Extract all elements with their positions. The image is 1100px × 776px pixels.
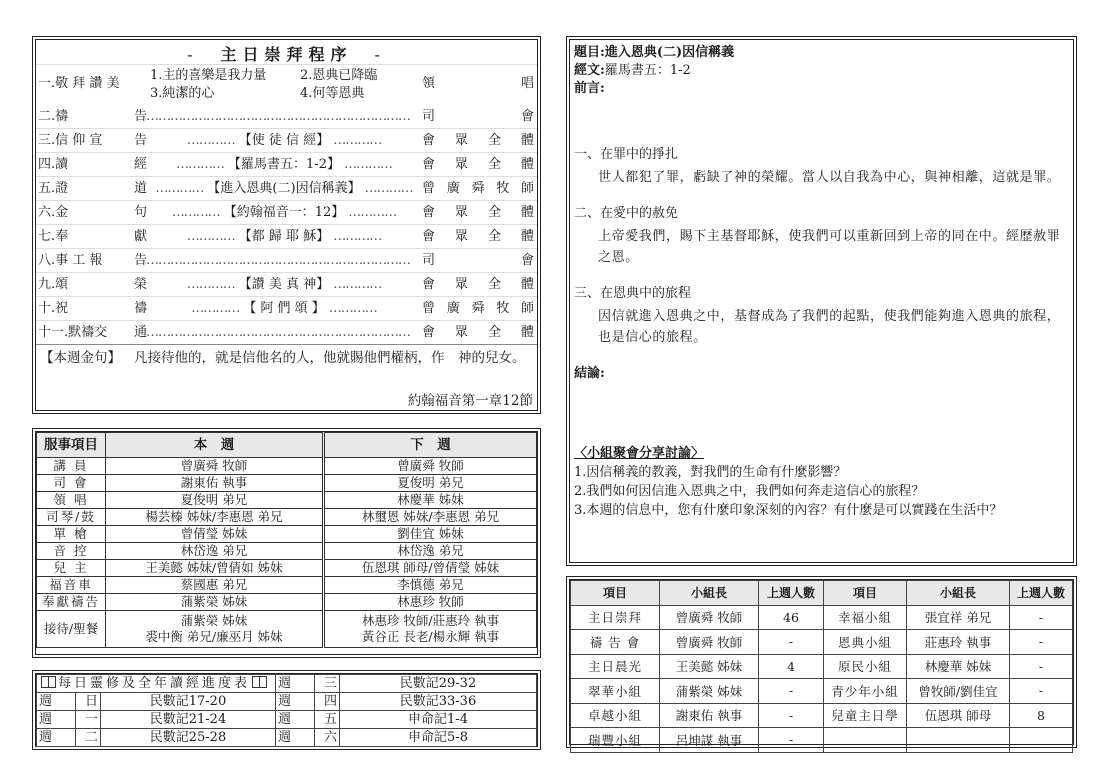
order-item-name xyxy=(38,129,148,152)
service-item: 領 唱 xyxy=(37,492,106,509)
order-item-name-start: 十一.默禱交 xyxy=(38,325,108,340)
week-label: 週 xyxy=(276,711,315,729)
weekly-verse-reference: 約翰福音第一章12節 xyxy=(407,393,533,409)
leader-dots: ………… xyxy=(155,181,204,196)
leader-dots: ………………………………………………………… xyxy=(146,253,410,268)
sermon-scripture xyxy=(574,62,1069,80)
day-label: 日 xyxy=(76,693,101,711)
service-item: 福音車 xyxy=(37,577,106,594)
group-name: 青少年小組 xyxy=(824,679,907,704)
group-attendance: - xyxy=(759,703,824,728)
order-item-leader xyxy=(422,249,534,272)
order-item-content xyxy=(146,225,422,248)
this-week-servant: 林岱逸 弟兄 xyxy=(106,543,324,560)
service-row xyxy=(37,458,537,475)
group-attendance: - xyxy=(1010,679,1073,704)
group-name: 卓越小組 xyxy=(571,703,660,728)
sermon-section-body: 世人都犯了罪，虧缺了神的榮耀。當人以自我為中心，與神相離，這就是罪。 xyxy=(598,170,1061,185)
group-row xyxy=(571,630,1073,655)
order-item-praise xyxy=(36,64,537,105)
order-item xyxy=(36,296,537,320)
group-name xyxy=(824,728,907,753)
groups-header xyxy=(571,581,1073,606)
sermon-scripture-label: 經文: xyxy=(574,63,605,78)
order-item-leader xyxy=(422,273,534,296)
worship-order-title-text: 主日崇拜程序 xyxy=(220,45,353,64)
sermon-section xyxy=(574,285,1069,348)
order-item-name xyxy=(38,153,148,176)
order-item-leader xyxy=(422,297,534,320)
leader-dots: ………… xyxy=(176,157,225,172)
order-item-name-start: 二.禱 xyxy=(38,109,69,124)
service-row xyxy=(37,526,537,543)
order-item-content xyxy=(146,129,422,152)
leader-char: 會 xyxy=(422,157,436,172)
order-item-content xyxy=(146,273,422,296)
group-attendance: 46 xyxy=(759,605,824,630)
next-week-servant: 林慶華 姊妹 xyxy=(324,492,537,509)
leader-dots: ………… xyxy=(364,181,413,196)
group-attendance: - xyxy=(1010,654,1073,679)
sermon-section xyxy=(574,205,1069,268)
sermon-scripture-text: 羅馬書五：1-2 xyxy=(604,63,691,78)
header-service-item: 服事項目 xyxy=(37,433,106,458)
leader-char: 全 xyxy=(487,133,501,148)
leader-dots: ………… xyxy=(348,205,397,220)
header-attendance: 上週人數 xyxy=(1010,581,1073,606)
service-roster-table xyxy=(36,432,537,648)
order-item-detail: 【讚 美 真 神】 xyxy=(238,277,330,292)
week-label: 週 xyxy=(276,693,315,711)
header-this-week: 本 週 xyxy=(106,433,324,458)
group-attendance xyxy=(1010,728,1073,753)
order-item-name-end: 經 xyxy=(134,157,148,172)
header-leader: 小組長 xyxy=(907,581,1010,606)
reading-passage: 民數記25-28 xyxy=(101,729,276,747)
this-week-servant: 曾廣舜 牧師 xyxy=(106,458,324,475)
service-roster-header xyxy=(37,433,537,458)
order-item-name-start: 三.信 仰 宣 xyxy=(38,133,103,148)
group-name: 瑞豐小組 xyxy=(571,728,660,753)
leader-char: 會 xyxy=(520,109,534,124)
day-label: 二 xyxy=(76,729,101,747)
day-label: 三 xyxy=(315,675,340,693)
order-item-name xyxy=(38,201,148,224)
order-item-name xyxy=(38,225,148,248)
leader-char: 眾 xyxy=(454,157,468,172)
sermon-section-heading: 三、在恩典中的旅程 xyxy=(574,286,692,301)
hymn: 4.何等恩典 xyxy=(300,86,365,101)
week-label: 週 xyxy=(276,675,315,693)
leader-char: 曾 xyxy=(422,181,436,196)
leader-char: 曾 xyxy=(422,301,436,316)
discussion-question: 3.本週的信息中，您有什麼印象深刻的內容？有什麼是可以實踐在生活中？ xyxy=(574,503,1003,518)
order-item-name xyxy=(38,105,148,128)
service-row xyxy=(37,509,537,526)
service-roster-panel xyxy=(32,428,541,658)
leader-char: 全 xyxy=(487,157,501,172)
leader-dots: ………… xyxy=(186,229,235,244)
order-item-detail: 【使 徒 信 經】 xyxy=(238,133,330,148)
leader-char: 司 xyxy=(422,253,436,268)
order-item-content xyxy=(146,297,422,320)
group-name: 兒童主日學 xyxy=(824,703,907,728)
group-leader: 張宜祥 弟兄 xyxy=(907,605,1010,630)
groups-panel xyxy=(566,576,1077,748)
leader-char: 舜 xyxy=(471,301,485,316)
leader-char: 司 xyxy=(422,109,436,124)
group-row xyxy=(571,679,1073,704)
reading-passage: 申命記1-4 xyxy=(340,711,537,729)
group-attendance: - xyxy=(759,728,824,753)
this-week-servant: 謝東佑 執事 xyxy=(106,475,324,492)
group-leader: 王美懿 姊妹 xyxy=(660,654,759,679)
order-item-name xyxy=(38,297,148,320)
service-row xyxy=(37,560,537,577)
service-item: 奉獻禱告 xyxy=(37,594,106,611)
leader-char: 全 xyxy=(487,325,501,340)
group-name: 幸福小組 xyxy=(824,605,907,630)
group-name: 主日崇拜 xyxy=(571,605,660,630)
sermon-section xyxy=(574,146,1069,188)
group-row xyxy=(571,605,1073,630)
week-label: 週 xyxy=(276,729,315,747)
servant-line: 林惠珍 牧師/莊惠玲 執事 xyxy=(361,613,500,628)
leader-dots: ………… xyxy=(328,301,377,316)
discussion-title: 〈小組聚會分享討論〉 xyxy=(574,446,705,461)
reading-row xyxy=(37,711,537,729)
group-row xyxy=(571,654,1073,679)
this-week-servant: 楊芸榛 姊妹/李惠恩 弟兄 xyxy=(106,509,324,526)
reading-passage: 民數記17-20 xyxy=(101,693,276,711)
order-item-leader xyxy=(422,105,534,128)
reading-passage: 民數記33-36 xyxy=(340,693,537,711)
group-attendance: - xyxy=(1010,605,1073,630)
sermon-topic-label: 題目: xyxy=(574,45,605,60)
leader-char: 會 xyxy=(422,133,436,148)
order-item-name-start: 五.證 xyxy=(38,181,69,196)
discussion-question: 1.因信稱義的教義，對我們的生命有什麼影響？ xyxy=(574,465,847,480)
order-item xyxy=(36,200,537,224)
reading-passage: 民數記21-24 xyxy=(101,711,276,729)
leader-char: 唱 xyxy=(520,76,534,91)
reading-passage: 申命記5-8 xyxy=(340,729,537,747)
group-leader xyxy=(907,728,1010,753)
week-label: 週 xyxy=(37,693,76,711)
order-item-leader xyxy=(422,321,534,344)
leader-dots: ………… xyxy=(333,229,382,244)
order-item-name-start: 八.事 工 報 xyxy=(38,253,103,268)
service-row xyxy=(37,492,537,509)
servant-line: 蒲紫榮 姊妹 xyxy=(180,613,248,628)
leader-char: 體 xyxy=(520,325,534,340)
group-row xyxy=(571,703,1073,728)
this-week-servant: 蔡國惠 弟兄 xyxy=(106,577,324,594)
order-item-name-end: 道 xyxy=(134,181,148,196)
sermon-topic-text: 進入恩典(二)因信稱義 xyxy=(604,45,735,60)
group-row xyxy=(571,728,1073,753)
group-leader: 曾廣舜 牧師 xyxy=(660,605,759,630)
order-item-name: 一.敬 拜 讚 美 xyxy=(38,76,120,91)
service-item: 音 控 xyxy=(37,543,106,560)
order-item-name-end: 告 xyxy=(134,133,148,148)
header-attendance: 上週人數 xyxy=(759,581,824,606)
service-item: 兒 主 xyxy=(37,560,106,577)
order-item xyxy=(36,105,537,128)
next-week-servant: 林惠珍 牧師 xyxy=(324,594,537,611)
order-item xyxy=(36,272,537,296)
order-item-name-end: 獻 xyxy=(134,229,148,244)
next-week-servant: 李慎德 弟兄 xyxy=(324,577,537,594)
order-item-name-start: 四.讀 xyxy=(38,157,69,172)
day-label: 一 xyxy=(76,711,101,729)
book-icon xyxy=(252,676,267,688)
group-name: 原民小組 xyxy=(824,654,907,679)
order-item-detail: 【進入恩典(二)因信稱義】 xyxy=(207,181,361,196)
leader-char: 牧 xyxy=(496,181,510,196)
group-attendance: 4 xyxy=(759,654,824,679)
day-label: 四 xyxy=(315,693,340,711)
group-leader: 蒲紫榮 姊妹 xyxy=(660,679,759,704)
service-item: 司 會 xyxy=(37,475,106,492)
order-item-name xyxy=(38,249,148,272)
group-leader: 曾牧師/劉佳宜 xyxy=(907,679,1010,704)
leader-char: 領 xyxy=(422,76,436,91)
group-name: 恩典小組 xyxy=(824,630,907,655)
worship-order-panel xyxy=(32,36,541,414)
order-item-content xyxy=(146,177,422,200)
service-row xyxy=(37,611,537,648)
group-leader: 林慶華 姊妹 xyxy=(907,654,1010,679)
this-week-servant: 王美懿 姊妹/曾倩如 姊妹 xyxy=(106,560,324,577)
leader-char: 眾 xyxy=(454,277,468,292)
service-row xyxy=(37,475,537,492)
order-items xyxy=(36,105,537,344)
leader-char: 眾 xyxy=(454,205,468,220)
leader-char: 體 xyxy=(520,133,534,148)
leader-char: 師 xyxy=(520,181,534,196)
sermon-section-heading: 二、在愛中的赦免 xyxy=(574,206,679,221)
group-attendance: - xyxy=(759,679,824,704)
leader-char: 廣 xyxy=(446,301,460,316)
order-item-content xyxy=(146,105,422,128)
leader-char: 會 xyxy=(422,229,436,244)
order-item-name-start: 七.奉 xyxy=(38,229,69,244)
leader-char: 體 xyxy=(520,277,534,292)
sermon-topic xyxy=(574,44,1069,62)
leader-dots: ………… xyxy=(191,301,240,316)
sermon-section-body: 上帝愛我們，賜下主基督耶穌，使我們可以重新回到上帝的同在中。經歷赦罪之恩。 xyxy=(598,229,1061,265)
order-item xyxy=(36,128,537,152)
reading-row xyxy=(37,729,537,747)
sermon-intro-label: 前言: xyxy=(574,81,605,96)
this-week-servant: 蒲紫榮 姊妹 xyxy=(106,594,324,611)
order-item xyxy=(36,224,537,248)
book-icon xyxy=(41,676,56,688)
order-item-leader xyxy=(422,225,534,248)
weekly-verse-label: 【本週金句】 xyxy=(40,350,121,366)
leader-dots: ………………………………………………………… xyxy=(146,109,410,124)
leader-char: 廣 xyxy=(446,181,460,196)
leader-char: 眾 xyxy=(454,133,468,148)
order-item xyxy=(36,248,537,272)
order-item-name xyxy=(38,273,148,296)
order-item-name-end: 禱 xyxy=(134,301,148,316)
order-item-name-start: 九.頌 xyxy=(38,277,69,292)
group-leader: 呂坤謀 執事 xyxy=(660,728,759,753)
service-row xyxy=(37,594,537,611)
this-week-servant: 夏俊明 弟兄 xyxy=(106,492,324,509)
group-name: 禱 告 會 xyxy=(571,630,660,655)
sermon-section-body: 因信就進入恩典之中，基督成為了我們的起點，使我們能夠進入恩典的旅程，也是信心的旅程。 xyxy=(598,309,1061,345)
next-week-servant: 林璽恩 姊妹/李惠恩 弟兄 xyxy=(324,509,537,526)
reading-plan-panel xyxy=(32,670,541,750)
reading-row xyxy=(37,693,537,711)
header-item: 項目 xyxy=(824,581,907,606)
order-item-leader xyxy=(422,201,534,224)
reading-passage: 民數記29-32 xyxy=(340,675,537,693)
leader-char: 舜 xyxy=(471,181,485,196)
day-label: 六 xyxy=(315,729,340,747)
sermon-section-heading: 一、在罪中的掙扎 xyxy=(574,147,679,162)
leader-char: 眾 xyxy=(454,229,468,244)
sermon-notes-panel xyxy=(566,36,1077,566)
order-item-leader xyxy=(422,153,534,176)
this-week-servant: 曾倩瑩 姊妹 xyxy=(106,526,324,543)
group-leader: 曾廣舜 牧師 xyxy=(660,630,759,655)
group-name: 翠華小組 xyxy=(571,679,660,704)
service-item: 司琴/鼓 xyxy=(37,509,106,526)
groups-table xyxy=(570,580,1073,753)
header-item: 項目 xyxy=(571,581,660,606)
reading-row xyxy=(37,675,537,693)
leader-dots: ………… xyxy=(333,277,382,292)
group-leader: 伍恩琪 師母 xyxy=(907,703,1010,728)
leader-char: 會 xyxy=(520,253,534,268)
order-item-name-end: 句 xyxy=(134,205,148,220)
service-item: 講 員 xyxy=(37,458,106,475)
order-item-content xyxy=(146,153,422,176)
week-label: 週 xyxy=(37,711,76,729)
this-week-servant xyxy=(106,611,324,648)
order-item-leader xyxy=(422,75,534,93)
leader-char: 師 xyxy=(520,301,534,316)
day-label: 五 xyxy=(315,711,340,729)
discussion-question: 2.我們如何因信進入恩典之中，我們如何奔走這信心的旅程？ xyxy=(574,484,925,499)
reading-plan-title-text: 每日靈修及全年讀經進度表 xyxy=(58,676,251,691)
leader-char: 會 xyxy=(422,277,436,292)
order-item-detail: 【約翰福音一：12】 xyxy=(223,205,345,220)
week-label: 週 xyxy=(37,729,76,747)
leader-char: 全 xyxy=(487,205,501,220)
group-attendance: 8 xyxy=(1010,703,1073,728)
next-week-servant: 夏俊明 弟兄 xyxy=(324,475,537,492)
leader-dots: ………………………………………………………… xyxy=(146,325,410,340)
reading-plan-title xyxy=(37,675,276,693)
worship-order-title: - 主日崇拜程序 - xyxy=(187,45,386,64)
next-week-servant: 伍恩琪 師母/曾倩瑩 姊妹 xyxy=(324,560,537,577)
hymn: 3.純潔的心 xyxy=(150,86,215,101)
leader-char: 會 xyxy=(422,325,436,340)
next-week-servant: 曾廣舜 牧師 xyxy=(324,458,537,475)
leader-dots: ………… xyxy=(186,133,235,148)
header-leader: 小組長 xyxy=(660,581,759,606)
leader-char: 體 xyxy=(520,205,534,220)
order-item-name-end: 通 xyxy=(134,325,148,340)
order-item-content xyxy=(146,321,422,344)
leader-char: 體 xyxy=(520,157,534,172)
order-item-name-end: 榮 xyxy=(134,277,148,292)
order-item-leader xyxy=(422,129,534,152)
order-item-content xyxy=(146,201,422,224)
weekly-verse-text: 凡接待他的，就是信他名的人，他就賜他們權柄，作 神的兒女。 xyxy=(134,350,526,366)
order-item-leader xyxy=(422,177,534,200)
leader-dots: ………… xyxy=(186,277,235,292)
hymn: 2.恩典已降臨 xyxy=(300,68,378,83)
leader-char: 體 xyxy=(520,229,534,244)
leader-char: 眾 xyxy=(454,325,468,340)
next-week-servant xyxy=(324,611,537,648)
order-item-detail: 【 阿 們 頌 】 xyxy=(243,301,325,316)
leader-dots: ………… xyxy=(333,133,382,148)
leader-char: 會 xyxy=(422,205,436,220)
next-week-servant: 劉佳宜 姊妹 xyxy=(324,526,537,543)
order-item xyxy=(36,176,537,200)
leader-dots: ………… xyxy=(171,205,220,220)
order-item-name-start: 六.金 xyxy=(38,205,69,220)
order-item-name-start: 十.祝 xyxy=(38,301,69,316)
service-row xyxy=(37,543,537,560)
order-item xyxy=(36,152,537,176)
service-row xyxy=(37,577,537,594)
reading-plan-table xyxy=(36,674,537,747)
header-next-week: 下 週 xyxy=(324,433,537,458)
order-item-name xyxy=(38,321,148,344)
leader-dots: ………… xyxy=(343,157,392,172)
order-item-content xyxy=(146,249,422,272)
servant-line: 黃谷正 長老/楊永輝 執事 xyxy=(361,629,500,644)
order-item-detail: 【都 歸 耶 穌】 xyxy=(238,229,330,244)
order-item-name-end: 告 xyxy=(134,253,148,268)
group-attendance: - xyxy=(759,630,824,655)
group-attendance: - xyxy=(1010,630,1073,655)
group-name: 主日晨光 xyxy=(571,654,660,679)
hymn: 1.主的喜樂是我力量 xyxy=(150,68,267,83)
group-leader: 莊惠玲 執事 xyxy=(907,630,1010,655)
order-item-name xyxy=(38,177,148,200)
weekly-verse xyxy=(36,344,537,414)
service-item: 接待/聖餐 xyxy=(37,611,106,648)
sermon-conclusion-label: 結論: xyxy=(574,366,605,381)
leader-char: 全 xyxy=(487,229,501,244)
order-item-name-end: 告 xyxy=(134,109,148,124)
next-week-servant: 林岱逸 弟兄 xyxy=(324,543,537,560)
hymn-list xyxy=(150,67,440,103)
service-item: 單 槍 xyxy=(37,526,106,543)
leader-char: 全 xyxy=(487,277,501,292)
group-leader: 謝東佑 執事 xyxy=(660,703,759,728)
leader-char: 牧 xyxy=(496,301,510,316)
servant-line: 裘中衡 弟兄/廉巫月 姊妹 xyxy=(145,629,283,644)
order-item-detail: 【羅馬書五：1-2】 xyxy=(228,157,340,172)
order-item xyxy=(36,320,537,344)
